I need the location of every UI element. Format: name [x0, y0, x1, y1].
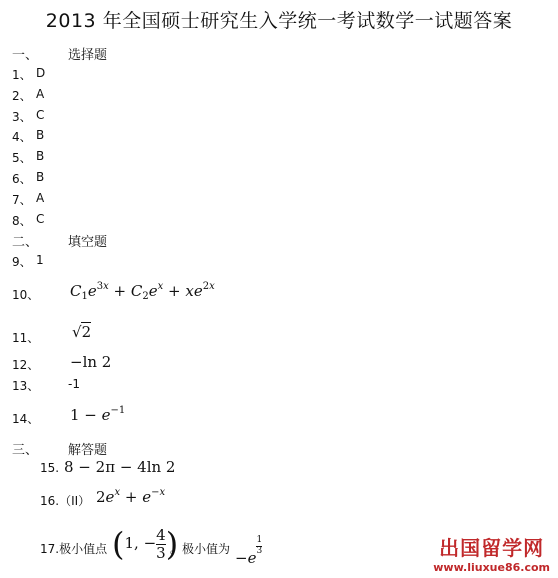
question-number: 3、 — [12, 110, 32, 124]
answer-formula: $1 - e^{-1}$ — [70, 405, 126, 424]
question-number: 5、 — [12, 151, 32, 165]
fraction: $\frac{4}{3}$ — [156, 526, 166, 562]
answer-formula: $C_1e^{3x} + C_2e^x + xe^{2x}$ — [70, 281, 215, 302]
question-number: 12、 — [12, 358, 40, 372]
question-number: 8、 — [12, 214, 32, 228]
watermark — [433, 532, 550, 574]
watermark-url: www.liuxue86.com — [433, 561, 550, 574]
question-number: 14、 — [12, 412, 40, 426]
answer-formula: √2 — [72, 323, 92, 341]
question-number: 13、 — [12, 379, 40, 393]
question-number: 17. — [40, 542, 60, 556]
page-title: 2013 年全国硕士研究生入学统一考试数学一试题答案 — [45, 10, 513, 32]
answer-formula: 8 − 2π − 4ln 2 — [64, 458, 176, 476]
answer: B — [36, 128, 45, 142]
question-number: 1、 — [12, 68, 32, 82]
answer: A — [36, 87, 45, 101]
section-heading: 选择题 — [68, 48, 108, 63]
answer: C — [36, 108, 45, 122]
answer-formula: −ln 2 — [70, 353, 112, 371]
section-number: 二、 — [12, 235, 39, 250]
question-number: 11、 — [12, 331, 40, 345]
question-text: 。极小值为 — [170, 542, 231, 556]
question-text: 极小值点 — [59, 542, 108, 556]
answer: A — [36, 191, 45, 205]
answer-formula: (1, − $\frac{4}{3}$ ) — [112, 525, 179, 563]
question-number: 7、 — [12, 193, 32, 207]
answer: -1 — [68, 377, 80, 391]
watermark-brand: 出国留学网 — [439, 536, 545, 560]
answer: B — [36, 149, 45, 163]
question-number: 2、 — [12, 89, 32, 103]
question-number: 16.（II） — [40, 494, 91, 508]
answer-formula: −e $\frac{1}{3}$ — [235, 535, 263, 567]
section-heading: 解答题 — [68, 443, 108, 458]
question-number: 10、 — [12, 288, 40, 302]
exponent-fraction: $\frac{1}{3}$ — [256, 535, 263, 556]
section-heading: 填空题 — [68, 235, 108, 250]
question-number: 9、 — [12, 255, 32, 269]
radicand: 2 — [81, 323, 92, 341]
question-number: 6、 — [12, 172, 32, 186]
section-number: 一、 — [12, 48, 39, 63]
answer: D — [36, 66, 46, 80]
answer: B — [36, 170, 45, 184]
answer-formula: $2e^x + e^{-x}$ — [96, 487, 166, 506]
answer: C — [36, 212, 45, 226]
question-number: 4、 — [12, 130, 32, 144]
question-17 — [40, 540, 107, 557]
answer: 1 — [36, 253, 44, 267]
section-number: 三、 — [12, 443, 39, 458]
question-number: 15. — [40, 461, 60, 475]
